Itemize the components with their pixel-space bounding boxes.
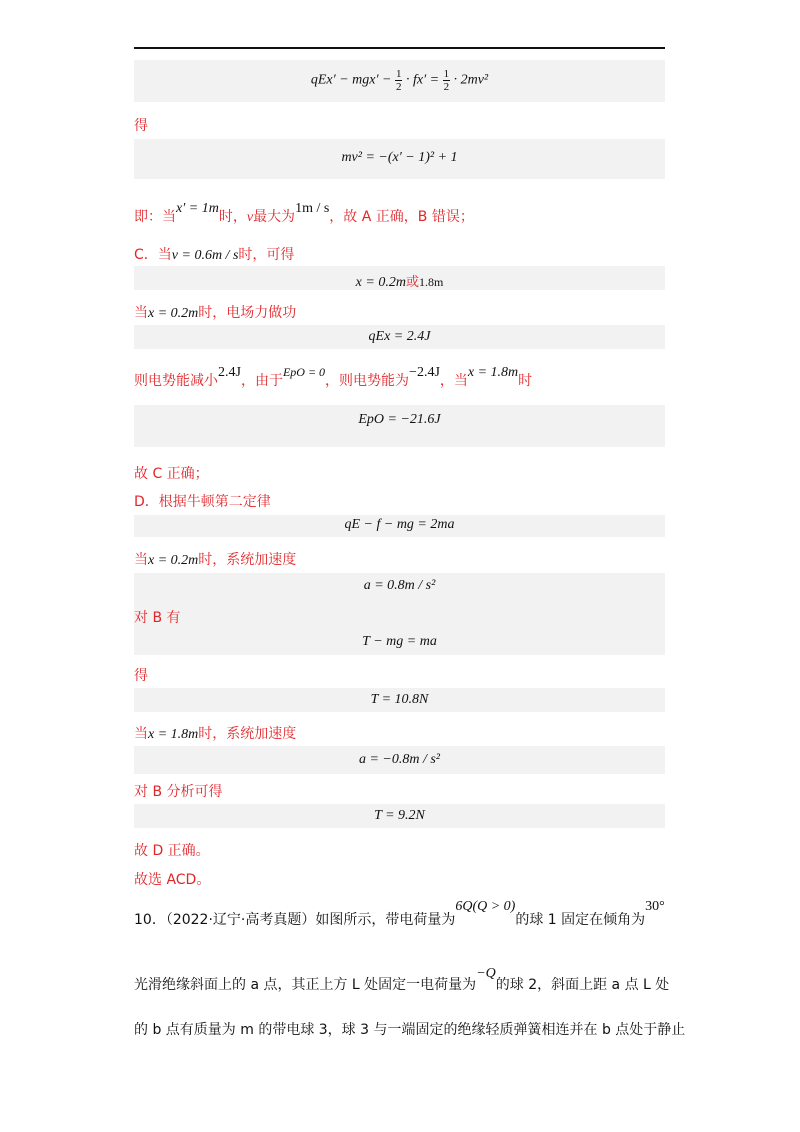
equation-T1: T = 10.8N <box>370 692 429 707</box>
text-dui-b: 对 B 有 <box>134 610 181 626</box>
fraction: $\frac{1}{2}$ <box>443 68 450 93</box>
fraction: $\frac{1}{2}$ <box>395 68 402 93</box>
equation-x: x = 0.2m或1.8m <box>355 275 444 290</box>
text-c-correct: 故 C 正确； <box>134 466 209 482</box>
question-10-line-1: 10．（2022·辽宁·高考真题）如图所示，带电荷量为6Q(Q > 0)的球 1 固定在倾角为30° <box>134 899 665 928</box>
equation-energy: qEx′ − mgx′ − $\frac{1}{2}$ · fx′ = $\frac{1}{2}$ · 2mv² <box>310 68 489 93</box>
equation-mv2: mv² = −(x′ − 1)² + 1 <box>341 150 458 165</box>
equation-qEx: qEx = 2.4J <box>368 329 431 344</box>
text-de: 得 <box>134 668 148 684</box>
equation-newton: qE − f − mg = 2ma <box>344 517 455 532</box>
line-dang-2: 当x = 0.2m时，系统加速度 <box>134 552 297 568</box>
line-dang-1: 当x = 0.2m时，电场力做功 <box>134 305 297 321</box>
line-potential: 则电势能减小2.4J，由于EpO = 0，则电势能为−2.4J，当x = 1.8m时 <box>134 365 533 389</box>
header-rule <box>134 47 665 49</box>
line-ji: 即：当x′ = 1m时，v最大为1m / s，故 A 正确，B 错误； <box>134 201 474 225</box>
equation-T-mg: T − mg = ma <box>362 634 437 649</box>
line-dang-3: 当x = 1.8m时，系统加速度 <box>134 726 297 742</box>
text-answer: 故选 ACD。 <box>134 872 211 888</box>
text-de: 得 <box>134 118 148 134</box>
equation-Ep: EpO = −21.6J <box>358 412 441 427</box>
text-dui-b-analysis: 对 B 分析可得 <box>134 784 223 800</box>
question-10-line-3: 的 b 点有质量为 m 的带电球 3，球 3 与一端固定的绝缘轻质弹簧相连并在 b 点处于静止 <box>134 1022 686 1038</box>
question-10-line-2: 光滑绝缘斜面上的 a 点，其正上方 L 处固定一电荷量为−Q的球 2，斜面上距 a 点 L 处 <box>134 966 670 993</box>
text-option-d: D．根据牛顿第二定律 <box>134 494 271 510</box>
equation-T2: T = 9.2N <box>374 808 425 823</box>
equation-a2: a = −0.8m / s² <box>358 752 441 767</box>
equation-a1: a = 0.8m / s² <box>363 578 436 593</box>
text-d-correct: 故 D 正确。 <box>134 843 210 859</box>
line-option-c: C．当v = 0.6m / s时，可得 <box>134 247 295 263</box>
